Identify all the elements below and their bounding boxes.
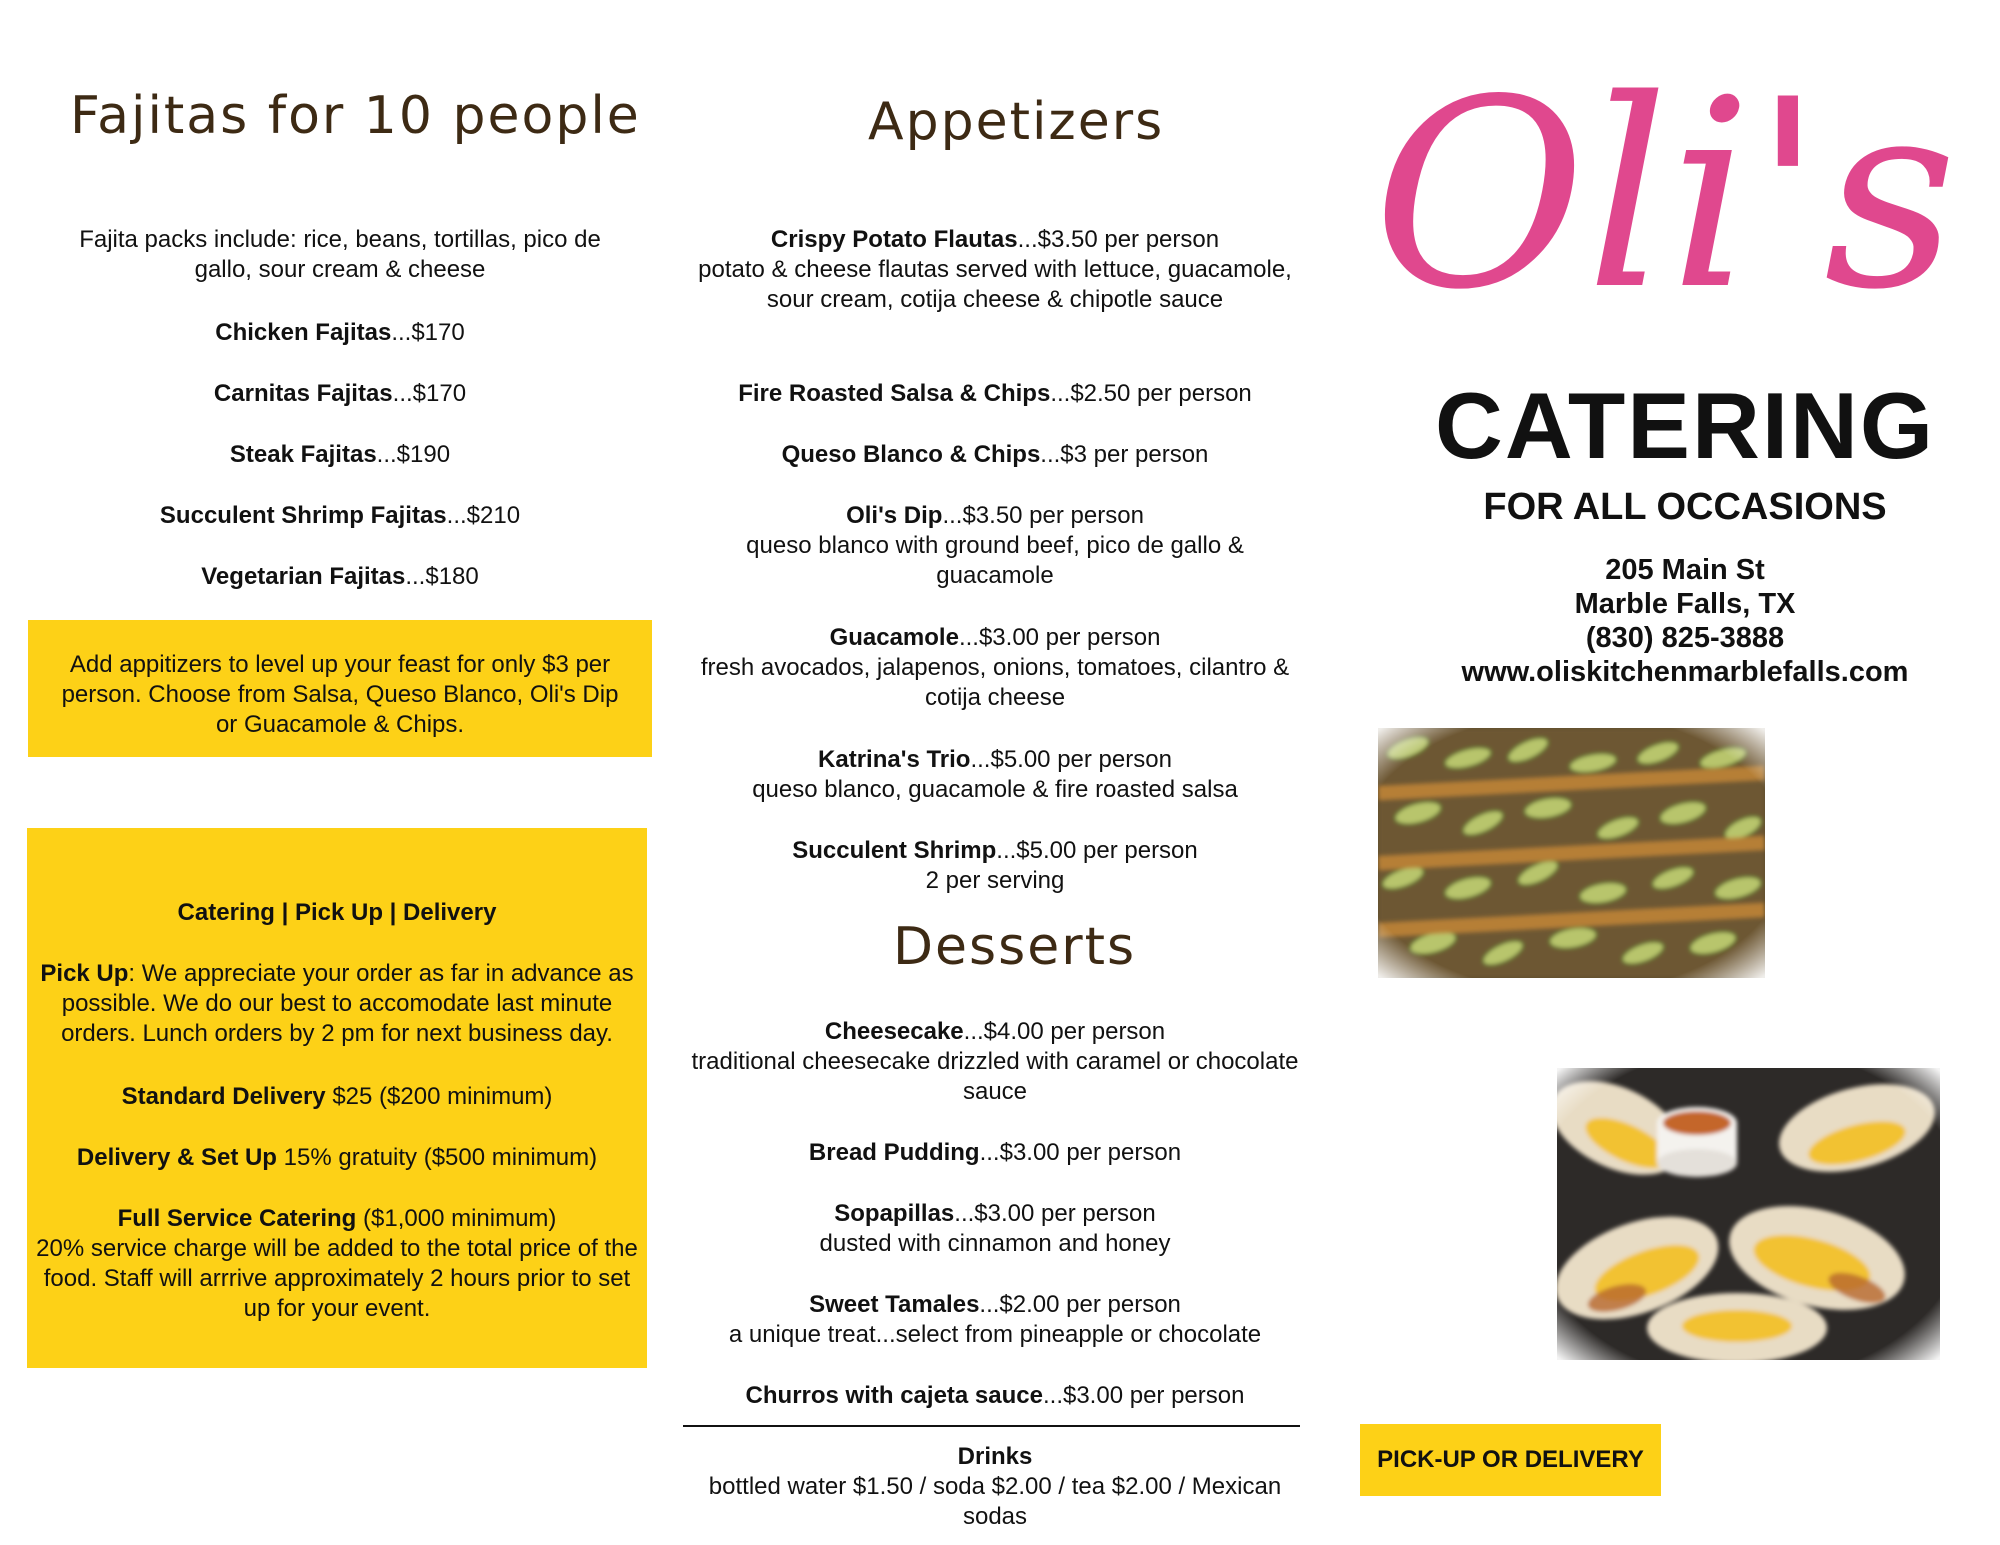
desserts-heading: Desserts: [893, 917, 1137, 977]
fajita-item-vegetarian: Vegetarian Fajitas...$180: [201, 563, 479, 590]
service-info-box: [27, 828, 647, 1368]
pickup-info: Pick Up: We appreciate your order as far in advance as possible. We do our best to accomodate last minute orders. Lunch orders by 2 pm for next business day.: [40, 960, 634, 1047]
appetizers-heading: Appetizers: [868, 92, 1165, 152]
website-url: www.oliskitchenmarblefalls.com: [1461, 656, 1909, 688]
address-street: 205 Main St: [1605, 554, 1765, 586]
dessert-item-sopapillas: Sopapillas...$3.00 per person dusted with cinnamon and honey: [819, 1200, 1171, 1257]
appetizer-item-guacamole: Guacamole...$3.00 per person fresh avocados, jalapenos, onions, tomatoes, cilantro & cotija cheese: [700, 624, 1290, 711]
drinks-section: Drinks bottled water $1.50 / soda $2.00 / tea $2.00 / Mexican sodas: [708, 1443, 1282, 1530]
pickup-delivery-badge: [1360, 1424, 1661, 1496]
address-city: Marble Falls, TX: [1574, 588, 1796, 620]
phone-number: (830) 825-3888: [1585, 622, 1785, 654]
appetizer-item-shrimp: Succulent Shrimp...$5.00 per person 2 per serving: [792, 837, 1198, 894]
olis-logo-text: Oli's: [1372, 45, 1958, 325]
full-service-info: Full Service Catering ($1,000 minimum): [117, 1205, 557, 1232]
fajita-item-chicken: Chicken Fajitas...$170: [215, 319, 465, 346]
delivery-setup-info: Delivery & Set Up 15% gratuity ($500 minimum): [76, 1144, 598, 1171]
fajitas-heading: Fajitas for 10 people: [70, 86, 641, 146]
appetizer-item-flautas: Crispy Potato Flautas...$3.50 per person potato & cheese flautas served with lettuce, guacamole, sour cream, cotija cheese & chipotle sauce: [698, 226, 1292, 313]
pickup-delivery-badge-text: PICK-UP OR DELIVERY: [1377, 1446, 1644, 1473]
dessert-item-churros: Churros with cajeta sauce...$3.00 per person: [745, 1382, 1245, 1409]
drinks-divider: [683, 1425, 1300, 1427]
fajita-item-steak: Steak Fajitas...$190: [229, 441, 451, 468]
standard-delivery-info: Standard Delivery $25 ($200 minimum): [121, 1083, 553, 1110]
catering-title: CATERING: [1435, 373, 1935, 478]
appetizer-addon-box: [28, 620, 652, 757]
olis-logo: [1365, 35, 1985, 325]
appetizer-item-queso: Queso Blanco & Chips...$3 per person: [781, 441, 1209, 468]
appetizer-item-salsa: Fire Roasted Salsa & Chips...$2.50 per person: [738, 380, 1252, 407]
flautas-photo: [1378, 728, 1765, 978]
full-service-desc: 20% service charge will be added to the total price of the food. Staff will arrrive approximately 2 hours prior to set up for your event.: [36, 1235, 638, 1322]
appetizer-item-katrinas-trio: Katrina's Trio...$5.00 per person queso blanco, guacamole & fire roasted salsa: [752, 746, 1238, 803]
fajita-item-shrimp: Succulent Shrimp Fajitas...$210: [159, 502, 521, 529]
tacos-photo: [1557, 1068, 1940, 1360]
dessert-item-cheesecake: Cheesecake...$4.00 per person traditional cheesecake drizzled with caramel or chocolate sauce: [691, 1018, 1299, 1105]
appetizer-item-olis-dip: Oli's Dip...$3.50 per person queso blanco with ground beef, pico de gallo & guacamole: [746, 502, 1244, 589]
fajita-item-carnitas: Carnitas Fajitas...$170: [213, 380, 467, 407]
dessert-item-sweet-tamales: Sweet Tamales...$2.00 per person a unique treat...select from pineapple or chocolate: [728, 1291, 1262, 1348]
occasions-subtitle: FOR ALL OCCASIONS: [1483, 486, 1887, 528]
appetizer-addon-text: Add appitizers to level up your feast for only $3 per person. Choose from Salsa, Queso Blanco, Oli's Dip or Guacamole & Chips.: [61, 651, 619, 738]
service-header: Catering | Pick Up | Delivery: [177, 899, 497, 926]
fajitas-intro: Fajita packs include: rice, beans, tortillas, pico de gallo, sour cream & cheese: [79, 226, 601, 283]
dessert-item-bread-pudding: Bread Pudding...$3.00 per person: [808, 1139, 1182, 1166]
